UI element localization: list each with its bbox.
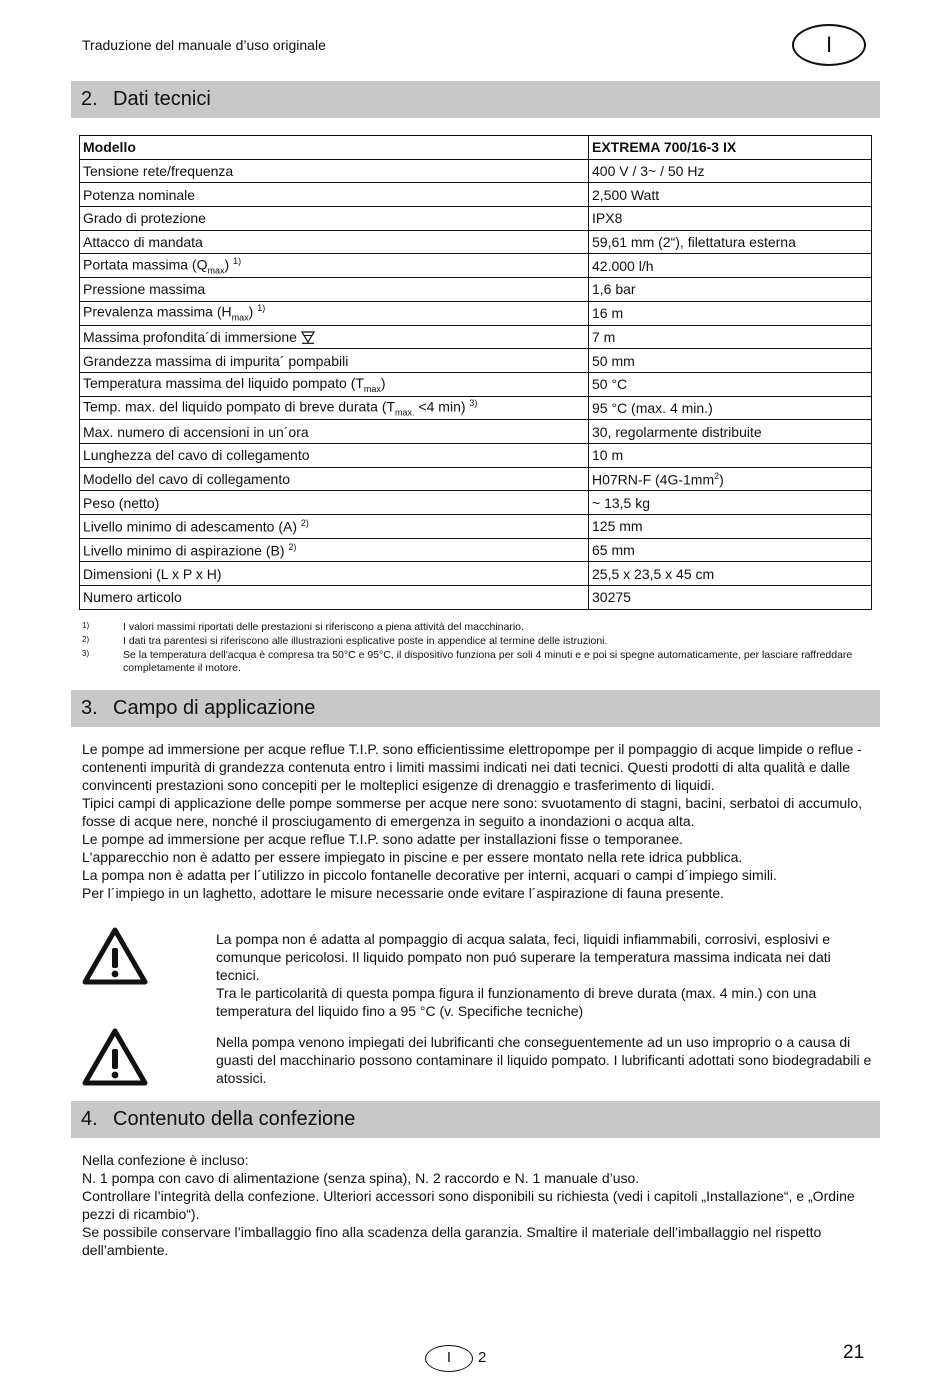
cell-text: Livello minimo di adescamento (A): [83, 518, 297, 535]
table-cell: 1,6 bar: [589, 278, 872, 302]
water-level-icon: [301, 331, 315, 344]
table-cell: Prevalenza massima $(H_{max})$ $^{1)}$: [80, 301, 589, 325]
warning-icon: [82, 927, 148, 985]
table-header-cell: EXTREMA 700/16-3 IX: [589, 136, 872, 160]
paragraph: La pompa non è adatta per l´utilizzo in piccolo fontanelle decorative per interni, acquari o campi d´impiego simili.: [82, 867, 777, 883]
paragraph: N. 1 pompa con cavo di alimentazione (senza spina), N. 2 raccordo e N. 1 manuale d’uso.: [82, 1170, 640, 1186]
table-cell: Lunghezza del cavo di collegamento: [80, 443, 589, 467]
table-cell: 30, regolarmente distribuite: [589, 420, 872, 444]
footnote-ref: 1): [233, 256, 242, 267]
section-3-title: Campo di applicazione: [113, 697, 316, 719]
footer-section-page: 2: [478, 1349, 487, 1366]
footnote-ref: 1): [257, 303, 266, 314]
table-cell: 59,61 mm (2“), filettatura esterna: [589, 230, 872, 254]
table-row: [80, 325, 872, 349]
table-cell: 10 m: [589, 443, 872, 467]
paragraph: Tipici campi di applicazione delle pompe sommerse per acque nere sono: svuotamento di stagni, bacini, serbatoi di accumulo, fosse di acque nere, nonché il prosciugamento di emergenza in seguito a inondazioni o acqua alta.: [82, 795, 863, 829]
subscript: max: [363, 383, 381, 394]
document-header-title: Traduzione del manuale d’uso originale: [82, 37, 326, 53]
section-4-body: [82, 1151, 872, 1259]
table-row: [80, 278, 872, 302]
table-row: [80, 349, 872, 373]
cell-text: <4 min): [414, 398, 466, 415]
paragraph: Controllare l’integrità della confezione. Ulteriori accessori sono disponibili su richiesta (vedi i capitoli „Installazione“, e „Ordine pezzi di ricambio“).: [82, 1188, 855, 1222]
table-cell: 50 mm: [589, 349, 872, 373]
table-header-cell: Modello: [80, 136, 589, 160]
table-header-row: [80, 136, 872, 160]
paragraph: La pompa non é adatta al pompaggio di acqua salata, feci, liquidi infiammabili, corrosivi, esplosivi e comunque pericolosi. Il liquido pompato non puó superare la temperatura massima indicata nei dati tecnici.: [216, 931, 831, 983]
footnote-text: I dati tra parentesi si riferiscono alle illustrazioni esplicative poste in appendice al termine delle istruzioni.: [123, 635, 608, 647]
paragraph: Nella pompa venono impiegati dei lubrificanti che conseguentemente ad un uso improprio o a causa di guasti del macchinario possono contaminare il liquido pompato. I lubrificanti adottati sono biodegradabili e atossici.: [216, 1034, 872, 1086]
footnote-text: Se la temperatura dell'acqua è compresa tra 50°C e 95°C, il dispositivo funziona per soli 4 minuti e e poi si spegne automaticamente, per lasciare raffreddare completamente il motore.: [123, 649, 853, 674]
paragraph: Nella confezione è incluso:: [82, 1152, 249, 1168]
table-cell: Max. numero di accensioni in un´ora: [80, 420, 589, 444]
table-cell: Potenza nominale: [80, 183, 589, 207]
footnote-mark: 1): [82, 621, 90, 630]
table-cell: Numero articolo: [80, 586, 589, 610]
table-cell: Grado di protezione: [80, 207, 589, 231]
subscript: max: [231, 312, 249, 323]
footnote-text: I valori massimi riportati delle prestazioni si riferiscono a piena attività del macchinario.: [123, 621, 524, 633]
table-cell: Dimensioni (L x P x H): [80, 562, 589, 586]
superscript: 2: [714, 470, 720, 481]
table-cell: 125 mm: [589, 515, 872, 539]
section-2-heading: [71, 81, 880, 118]
table-cell: [80, 515, 589, 539]
table-cell: 7 m: [589, 325, 872, 349]
paragraph: Tra le particolarità di questa pompa figura il funzionamento di breve durata (max. 4 min.) con una temperatura del liquido fino a 95 °C (v. Specifiche tecniche): [216, 985, 817, 1019]
cell-text: Prevalenza massima (H: [83, 304, 232, 321]
table-row: [80, 396, 872, 420]
table-row: [80, 254, 872, 278]
table-row: [80, 230, 872, 254]
table-cell: 42.000 l/h: [589, 254, 872, 278]
table-cell: 95 °C (max. 4 min.): [589, 396, 872, 420]
section-4-heading: [71, 1101, 880, 1138]
footnote-ref: 3): [469, 398, 478, 409]
table-cell: Tensione rete/frequenza: [80, 159, 589, 183]
table-cell: 2,500 Watt: [589, 183, 872, 207]
table-cell: [589, 467, 872, 491]
table-cell: 25,5 x 23,5 x 45 cm: [589, 562, 872, 586]
footnote-ref: 2): [288, 541, 297, 552]
cell-text: ): [719, 471, 724, 488]
table-cell: 16 m: [589, 301, 872, 325]
warning-icon: [82, 1028, 148, 1086]
cell-text: Portata massima (Q: [83, 256, 208, 273]
table-cell: Grandezza massima di impurita´ pompabili: [80, 349, 589, 373]
table-cell: Peso (netto): [80, 491, 589, 515]
section-2-number: 2.: [81, 88, 98, 110]
paragraph: Se possibile conservare l’imballaggio fino alla scadenza della garanzia. Smaltire il materiale dell’imballaggio nel rispetto dell’ambiente.: [82, 1224, 822, 1258]
table-row: [80, 491, 872, 515]
table-row: [80, 159, 872, 183]
footer-language-badge: I: [425, 1345, 473, 1372]
cell-text: Temperatura massima del liquido pompato (T: [83, 374, 364, 391]
table-row: [80, 562, 872, 586]
table-row: [80, 372, 872, 396]
subscript: max.: [395, 407, 415, 418]
cell-text: H07RN-F (4G-1mm: [592, 471, 715, 488]
section-3-heading: [71, 690, 880, 727]
table-cell: 65 mm: [589, 538, 872, 562]
table-cell: Temperatura massima del liquido pompato $(T_{max})$: [80, 372, 589, 396]
table-cell: ~ 13,5 kg: [589, 491, 872, 515]
table-cell: [80, 538, 589, 562]
subscript: max: [207, 265, 225, 276]
table-cell: Portata massima $(Q_{max})$ $^{1)}$: [80, 254, 589, 278]
table-row: [80, 467, 872, 491]
table-cell: 50 °C: [589, 372, 872, 396]
footnote-mark: 2): [82, 635, 90, 644]
table-row: [80, 515, 872, 539]
paragraph: Per l´impiego in un laghetto, adottare le misure necessarie onde evitare l´aspirazione di fauna presente.: [82, 885, 725, 901]
warning-2-text: [216, 1033, 872, 1087]
table-row: [80, 586, 872, 610]
table-cell: Modello del cavo di collegamento: [80, 467, 589, 491]
table-row: [80, 207, 872, 231]
language-badge: I: [792, 24, 866, 66]
section-3-number: 3.: [81, 697, 98, 719]
footnote-mark: 3): [82, 649, 90, 658]
technical-data-table: [79, 135, 872, 610]
page-number: 21: [843, 1342, 865, 1363]
cell-text: Temp. max. del liquido pompato di breve durata (T: [83, 398, 396, 415]
table-row: [80, 183, 872, 207]
table-row: [80, 301, 872, 325]
warning-1-text: [216, 930, 872, 1020]
table-cell: IPX8: [589, 207, 872, 231]
paragraph: L'apparecchio non è adatto per essere impiegato in piscine e per essere montato nella rete idrica pubblica.: [82, 849, 743, 865]
table-cell: [80, 325, 589, 349]
table-row: [80, 538, 872, 562]
section-2-title: Dati tecnici: [113, 88, 211, 110]
table-cell: [80, 396, 589, 420]
footnote-ref: 2): [300, 518, 309, 529]
section-4-title: Contenuto della confezione: [113, 1108, 356, 1130]
table-cell: 30275: [589, 586, 872, 610]
section-3-body: [82, 740, 872, 902]
table-cell: Pressione massima: [80, 278, 589, 302]
paragraph: Le pompe ad immersione per acque reflue T.I.P. sono adatte per installazioni fisse o temporanee.: [82, 831, 684, 847]
table-row: [80, 420, 872, 444]
cell-text: Massima profondita´di immersione: [83, 328, 297, 345]
table-row: [80, 443, 872, 467]
cell-text: Livello minimo di aspirazione (B): [83, 542, 285, 559]
table-cell: Attacco di mandata: [80, 230, 589, 254]
section-4-number: 4.: [81, 1108, 98, 1130]
paragraph: Le pompe ad immersione per acque reflue T.I.P. sono efficientissime elettropompe per il pompaggio di acque limpide o reflue - contenenti impurità di grandezza contenuta entro i limiti massimi indicati nei dati tecnici. Questi prodotti di alta qualità e dalle convincenti prestazioni sono concepiti per le molteplici esigenze di drenaggio e trasferimento di liquidi.: [82, 741, 862, 793]
table-cell: 400 V / 3~ / 50 Hz: [589, 159, 872, 183]
